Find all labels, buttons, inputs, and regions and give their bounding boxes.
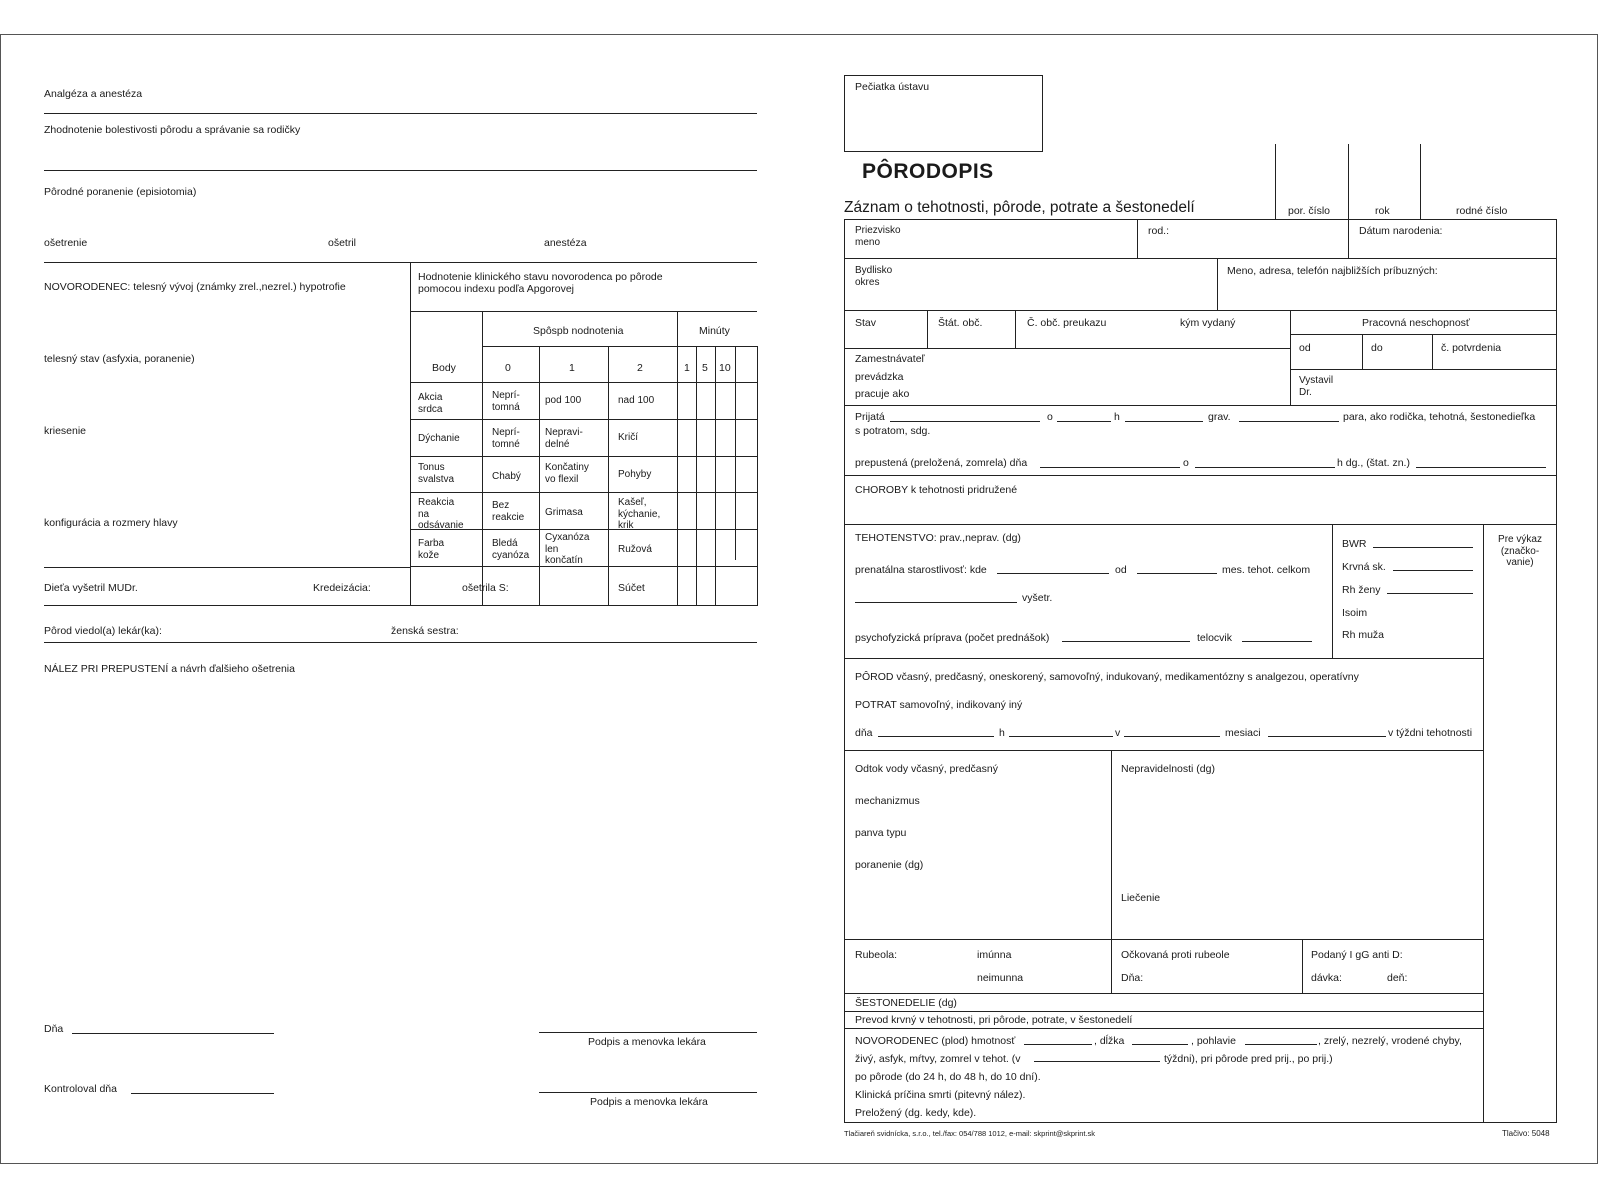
row-dychanie-c1: Nepravi- delné — [545, 427, 583, 450]
konfiguracia-line — [44, 567, 410, 568]
prepustena-o-label: o — [1183, 457, 1189, 469]
col-1-header: 1 — [569, 362, 575, 374]
dlzka-label: , dĺžka — [1094, 1035, 1125, 1047]
den-label: deň: — [1387, 972, 1408, 984]
row-reakcia-c2: Kašeľ, kýchanie, krik — [618, 497, 661, 531]
sposob-label: Spôspb nodnotenia — [533, 325, 624, 337]
page-subtitle: Záznam o tehotnosti, pôrode, potrate a šestonedelí — [844, 199, 1195, 216]
minute-10-header: 10 — [719, 362, 731, 374]
prevod-label: Prevod krvný v tehotnosti, pri pôrode, potrate, v šestonedelí — [855, 1014, 1133, 1026]
row-akcia-c1: pod 100 — [545, 395, 582, 406]
sucet-label: Súčet — [618, 582, 645, 594]
s-potratom-label: s potratom, sdg. — [855, 425, 931, 437]
stat-obc-label: Štát. obč. — [938, 317, 983, 329]
rubeola-label: Rubeola: — [855, 949, 898, 961]
dna-label: Dňa — [44, 1023, 64, 1035]
kontroloval-label: Kontroloval dňa — [44, 1083, 117, 1095]
prijata-o-label: o — [1047, 411, 1053, 423]
row-tonus-c1: Končatiny vo flexil — [545, 462, 589, 485]
row-farba-c1: Cyxanóza len končatín — [545, 532, 590, 566]
podpis-2-label: Podpis a menovka lekára — [590, 1096, 708, 1108]
row-reakcia-c1: Grimasa — [545, 507, 583, 518]
sestonedelie-label: ŠESTONEDELIE (dg) — [855, 997, 957, 1009]
prelozeny-label: Preložený (dg. kedy, kde). — [855, 1107, 977, 1119]
podany-label: Podaný I gG anti D: — [1311, 949, 1403, 961]
peciatka-label: Pečiatka ústavu — [855, 81, 930, 93]
row-farba-c0: Bledá cyanóza — [492, 538, 530, 561]
row-tonus-c0: Chabý — [492, 471, 521, 482]
minuty-label: Minúty — [699, 325, 730, 337]
osetril-label: ošetril — [328, 237, 357, 249]
osetrenie-line — [44, 262, 757, 263]
porod-dna-label: dňa — [855, 727, 873, 739]
kym-vydany-label: kým vydaný — [1180, 317, 1236, 329]
dieta-vysetril-label: Dieťa vyšetril MUDr. — [44, 582, 138, 594]
anesteza-label: anestéza — [544, 237, 587, 249]
col-2-header: 2 — [637, 362, 643, 374]
zamestnavatel-label: Zamestnávateľ — [855, 353, 925, 365]
osetrila-label: ošetrila S: — [462, 582, 509, 594]
isoim-label: Isoim — [1342, 607, 1368, 619]
por-cislo-label: por. číslo — [1288, 205, 1331, 217]
apgar-heading: Hodnotenie klinického stavu novorodenca po pôrode pomocou indexu podľa Apgorovej — [418, 271, 663, 296]
mechanizmus-label: mechanizmus — [855, 795, 920, 807]
rod-label: rod.: — [1148, 225, 1170, 237]
osetrenie-label: ošetrenie — [44, 237, 88, 249]
imunna-label: imúnna — [977, 949, 1012, 961]
porod-h-label: h — [999, 727, 1005, 739]
stav-label: Stav — [855, 317, 877, 329]
porod-viedol-label: Pôrod viedol(a) lekár(ka): — [44, 625, 162, 637]
row-reakcia-name: Reakcia na odsávanie — [418, 497, 464, 531]
row-dychanie-name: Dýchanie — [418, 433, 460, 444]
mes-tehot-label: mes. tehot. celkom — [1222, 564, 1311, 576]
page-title: PÔRODOPIS — [862, 160, 994, 183]
ockovana-dna-label: Dňa: — [1121, 972, 1144, 984]
prenatalna-label: prenatálna starostlivosť: kde — [855, 564, 987, 576]
bydlisko-label: Bydlisko okres — [855, 265, 893, 288]
tehotenstvo-label: TEHOTENSTVO: prav.,neprav. (dg) — [855, 532, 1021, 544]
prenatalna-od-label: od — [1115, 564, 1127, 576]
podpis-1-label: Podpis a menovka lekára — [588, 1036, 706, 1048]
row-reakcia-c0: Bez reakcie — [492, 500, 525, 523]
analgezia-label: Analgéza a anestéza — [44, 88, 143, 100]
tyzdni-label: týždni), pri pôrode pred prij., po prij.) — [1164, 1053, 1333, 1065]
minute-1-header: 1 — [684, 362, 690, 374]
panva-label: panva typu — [855, 827, 907, 839]
row-akcia-c2: nad 100 — [618, 395, 655, 406]
poranenie-dg-label: poranenie (dg) — [855, 859, 924, 871]
footer-printer: Tlačiareň svidnícka, s.r.o., tel./fax: 054/788 1012, e-mail: skprint@skprint.sk — [844, 1129, 1096, 1138]
meno-adresa-label: Meno, adresa, telefón najbližších príbuzných: — [1227, 265, 1438, 277]
po-porode-label: po pôrode (do 24 h, do 48 h, do 10 dní). — [855, 1071, 1041, 1083]
choroby-label: CHOROBY k tehotnosti pridružené — [855, 484, 1018, 496]
porod-v-label: v — [1115, 727, 1121, 739]
rok-label: rok — [1375, 205, 1390, 217]
c-potvrdenia-label: č. potvrdenia — [1441, 342, 1502, 354]
nalez-label: NÁLEZ PRI PREPUSTENÍ a návrh ďalšieho ošetrenia — [44, 663, 295, 675]
pre-vykaz-label: Pre výkaz (značko- vanie) — [1498, 534, 1542, 568]
grav-label: grav. — [1208, 411, 1231, 423]
poranenie-label: Pôrodné poranenie (episiotomia) — [44, 186, 197, 198]
zenska-sestra-label: ženská sestra: — [391, 625, 459, 637]
porod-label: PÔROD včasný, predčasný, oneskorený, samovoľný, indukovaný, medikamentózny s analgezou, operatívny — [855, 671, 1359, 683]
zhodnotenie-line — [44, 170, 757, 171]
klinicka-label: Klinická príčina smrti (pitevný nález). — [855, 1089, 1026, 1101]
do-label: do — [1371, 342, 1383, 354]
row-tonus-name: Tonus svalstva — [418, 462, 455, 485]
pracuje-ako-label: pracuje ako — [855, 388, 910, 400]
footer-form-number: Tlačivo: 5048 — [1502, 1129, 1550, 1138]
prijata-h-label: h — [1114, 411, 1120, 423]
kredeizacia-label: Kredeizácia: — [313, 582, 371, 594]
kriesenie-label: kriesenie — [44, 425, 87, 437]
nepravidelnosti-label: Nepravidelnosti (dg) — [1121, 763, 1215, 775]
h-dg-label: h dg., (štat. zn.) — [1337, 457, 1410, 469]
liecenie-label: Liečenie — [1121, 892, 1161, 904]
zhodnotenie-label: Zhodnotenie bolestivosti pôrodu a správanie sa rodičky — [44, 124, 301, 136]
zivy-label: živý, asfyk, mŕtvy, zomrel v tehot. (v — [855, 1053, 1021, 1065]
v-tyzdni-label: v týždni tehotnosti — [1388, 727, 1473, 739]
rh-zeny-label: Rh ženy — [1342, 584, 1381, 596]
row-dychanie-c0: Neprí- tomné — [492, 427, 520, 450]
novorodenec-hmotnost-label: NOVORODENEC (plod) hmotnosť — [855, 1035, 1016, 1047]
prevadzka-label: prevádzka — [855, 371, 904, 383]
analgezia-line — [44, 113, 757, 114]
konfiguracia-label: konfigurácia a rozmery hlavy — [44, 517, 178, 529]
prijata-label: Prijatá — [855, 411, 885, 423]
zrely-label: , zrelý, nezrelý, vrodené chyby, — [1318, 1035, 1462, 1047]
bwr-label: BWR — [1342, 538, 1367, 550]
row-akcia-name: Akcia srdca — [418, 392, 443, 415]
col-0-header: 0 — [505, 362, 511, 374]
vystavil-label: Vystavil Dr. — [1299, 375, 1334, 398]
novorodenec-label: NOVORODENEC: telesný vývoj (známky zrel.,nezrel.) hypotrofie — [44, 281, 346, 293]
rodne-cislo-label: rodné číslo — [1456, 205, 1508, 217]
para-label: para, ako rodička, tehotná, šestonedieľka — [1343, 411, 1536, 423]
krvna-sk-label: Krvná sk. — [1342, 561, 1386, 573]
pohlavie-label: , pohlavie — [1191, 1035, 1236, 1047]
neimunna-label: neimunna — [977, 972, 1024, 984]
minute-5-header: 5 — [702, 362, 708, 374]
pracovna-neschopnost-label: Pracovná neschopnosť — [1362, 317, 1470, 329]
row-dychanie-c2: Kričí — [618, 432, 638, 443]
row-farba-c2: Ružová — [618, 544, 652, 555]
davka-label: dávka: — [1311, 972, 1342, 984]
c-obc-preukazu-label: Č. obč. preukazu — [1027, 317, 1107, 329]
mesiaci-label: mesiaci — [1225, 727, 1261, 739]
datum-narodenia-label: Dátum narodenia: — [1359, 225, 1443, 237]
body-header: Body — [432, 362, 456, 374]
row-akcia-c0: Neprí- tomná — [492, 390, 520, 413]
rh-muza-label: Rh muža — [1342, 629, 1385, 641]
odtok-label: Odtok vody včasný, predčasný — [855, 763, 998, 775]
telesny-stav-label: telesný stav (asfyxia, poranenie) — [44, 353, 195, 365]
row-tonus-c2: Pohyby — [618, 469, 652, 480]
ockovana-label: Očkovaná proti rubeole — [1121, 949, 1230, 961]
psychofyzicka-label: psychofyzická príprava (počet prednášok) — [855, 632, 1050, 644]
vysetr-label: vyšetr. — [1022, 592, 1053, 604]
potrat-label: POTRAT samovoľný, indikovaný iný — [855, 699, 1023, 711]
telocvik-label: telocvik — [1197, 632, 1233, 644]
prepustena-label: prepustená (preložená, zomrela) dňa — [855, 457, 1028, 469]
od-label: od — [1299, 342, 1311, 354]
priezvisko-label: Priezvisko meno — [855, 225, 901, 248]
row-farba-name: Farba kože — [418, 538, 445, 561]
